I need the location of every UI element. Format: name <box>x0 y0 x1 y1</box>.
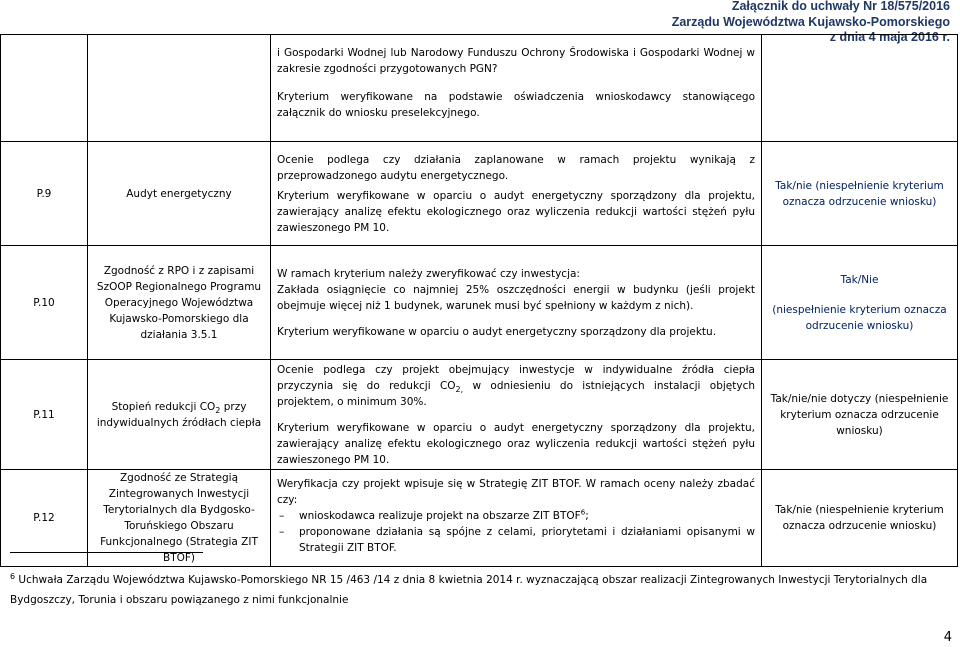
evaluation-method: Tak/nie (niespełnienie kryterium oznacza odrzucenie wniosku) <box>762 470 958 567</box>
description-paragraph: Kryterium weryfikowane na podstawie oświadczenia wnioskodawcy stanowiącego załącznik do wniosku preselekcyjnego. <box>277 91 755 119</box>
criterion-id: P.11 <box>1 360 88 470</box>
description-paragraph: Kryterium weryfikowane w oparciu o audyt energetyczny sporządzony dla projektu. <box>277 325 717 338</box>
evaluation-cell <box>762 246 958 360</box>
criterion-id: P.10 <box>1 246 88 360</box>
table-row <box>1 246 958 360</box>
evaluation-cell <box>762 35 958 142</box>
description-paragraph: W ramach kryterium należy zweryfikować czy inwestycja: <box>277 267 580 280</box>
description-paragraph: i Gospodarki Wodnej lub Narodowy Funduszu Ochrony Środowiska i Gospodarki Wodnej w zakresie zgodności przygotowanych PGN? <box>277 47 755 75</box>
id-cell <box>1 35 88 142</box>
description-cell <box>271 246 762 360</box>
subscript: 2, <box>455 384 464 394</box>
table-row <box>1 360 958 470</box>
evaluation-note: (niespełnienie kryterium oznacza odrzucenie wniosku) <box>772 303 947 332</box>
description-paragraph: Zakłada osiągnięcie co najmniej 25% oszczędności energii w budynku (jeśli projekt obejmuje więcej niż 1 budynek, warunek musi być spełniony w każdym z nich). <box>277 283 755 312</box>
list-item <box>277 508 755 524</box>
list-item-text: wnioskodawca realizuje projekt na obszarze ZIT BTOF <box>299 510 581 522</box>
footnote-separator <box>10 552 203 553</box>
page-number: 4 <box>943 630 952 645</box>
criteria-list <box>277 508 755 556</box>
evaluation-method: Tak/nie/nie dotyczy (niespełnienie kryterium oznacza odrzucenie wniosku) <box>762 360 958 470</box>
criterion-name: Zgodność ze Strategią Zintegrowanych Inwestycji Terytorialnych dla Bydgosko-Toruńskiego Obszaru Funkcjonalnego (Strategia ZIT BTOF) <box>88 470 271 567</box>
description-paragraph: Weryfikacja czy projekt wpisuje się w Strategię ZIT BTOF. W ramach oceny należy zbadać czy: <box>277 478 755 506</box>
description-paragraph: Ocenie podlega czy działania zaplanowane w ramach projektu wynikają z przeprowadzonego audytu energetycznego. <box>277 153 755 182</box>
description-cell <box>271 360 762 470</box>
criterion-name <box>88 360 271 470</box>
subscript: 2 <box>215 405 221 415</box>
description-cell <box>271 142 762 246</box>
name-cell <box>88 35 271 142</box>
table-row <box>1 35 958 142</box>
description-cell <box>271 35 762 142</box>
criterion-name: Audyt energetyczny <box>88 142 271 246</box>
criterion-id: P.9 <box>1 142 88 246</box>
description-paragraph: Kryterium weryfikowane w oparciu o audyt energetyczny sporządzony dla projektu, zawierający analizę efektu ekologicznego oraz wyliczenia redukcji wartości stężeń pyłu zawieszonego PM 10. <box>277 421 755 466</box>
evaluation-method: Tak/nie (niespełnienie kryterium oznacza odrzucenie wniosku) <box>762 142 958 246</box>
header-line-1: Załącznik do uchwały Nr 18/575/2016 <box>731 0 950 13</box>
description-text: Ocenie podlega czy projekt obejmujący inwestycje w indywidualne źródła ciepła przyczynia się do redukcji CO <box>277 363 755 392</box>
description-paragraph <box>277 362 755 410</box>
description-paragraph: Kryterium weryfikowane w oparciu o audyt energetyczny sporządzony dla projektu, zawierający analizę efektu ekologicznego oraz wyliczenia redukcji wartości stężeń pyłu zawieszonego PM 10. <box>277 189 755 234</box>
footnote <box>10 570 960 610</box>
footnote-mark: 6 <box>10 572 16 581</box>
description-text: w odniesieniu do istniejących instalacji objętych projektem, o minimum 30%. <box>277 379 755 408</box>
footnote-ref: 6 <box>580 508 586 517</box>
list-item-text: ; <box>585 510 589 522</box>
table-row <box>1 142 958 246</box>
list-item: – proponowane działania są spójne z celami, priorytetami i działaniami opisanymi w Strategii ZIT BTOF. <box>277 524 755 556</box>
criterion-id: P.12 <box>1 470 88 567</box>
criterion-name: Zgodność z RPO i z zapisami SzOOP Regionalnego Programu Operacyjnego Województwa Kujawsko-Pomorskiego dla działania 3.5.1 <box>88 246 271 360</box>
criterion-name-part: Stopień redukcji CO <box>111 400 216 413</box>
footnote-text: Uchwała Zarządu Województwa Kujawsko-Pomorskiego NR 15 /463 /14 z dnia 8 kwietnia 2014 r. wyznaczającą obszar realizacji Zintegrowanych Inwestycji Terytorialnych dla Bydgoszczy, Torunia i obszaru powiązanego z nimi funkcjonalnie <box>10 574 928 606</box>
description-cell <box>271 470 762 567</box>
evaluation-method: Tak/Nie <box>840 273 879 286</box>
header-line-3: z dnia 4 maja 2016 r. <box>829 30 950 44</box>
criteria-table <box>0 34 958 567</box>
criterion-name-part: przy indywidualnych źródłach ciepła <box>96 400 262 429</box>
header-line-2: Zarządu Województwa Kujawsko-Pomorskiego <box>671 14 950 29</box>
